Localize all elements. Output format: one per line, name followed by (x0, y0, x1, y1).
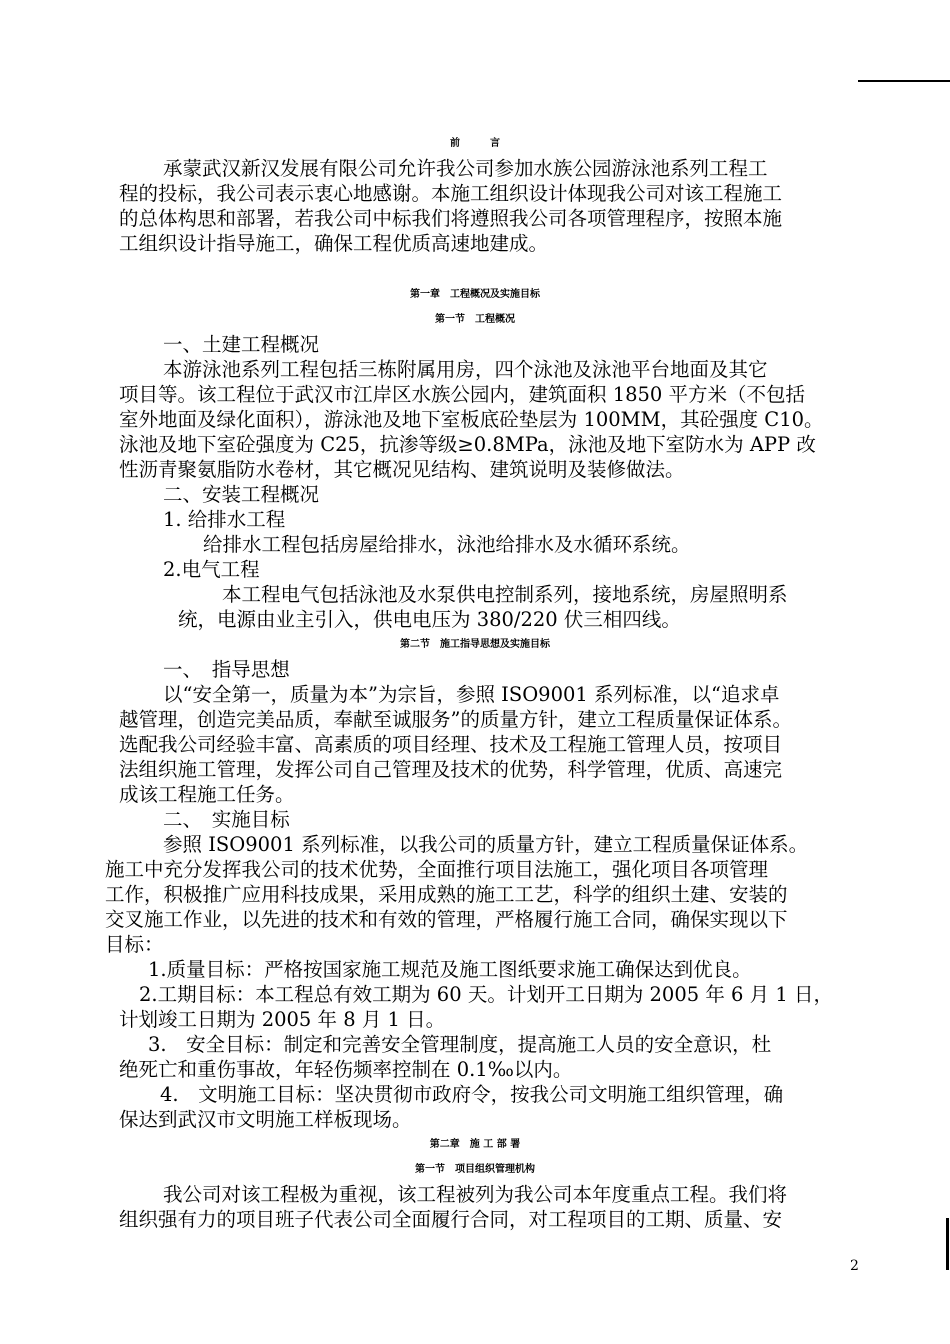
list-item-continuation: 绝死亡和重伤事故，年轻伤频率控制在 0.1‰以内。 (119, 1058, 573, 1081)
heading-foreword: 前 言 (450, 138, 500, 149)
paragraph-line: 泳池及地下室砼强度为 C25，抗渗等级≥0.8MPa，泳池及地下室防水为 APP 改 (119, 433, 816, 456)
subsection-heading: 二、安装工程概况 (163, 483, 320, 506)
section-1-2-title: 第二节 施工指导思想及实施目标 (400, 639, 550, 650)
chapter-1-title: 第一章 工程概况及实施目标 (410, 289, 540, 300)
paragraph-line: 给排水工程包括房屋给排水，泳池给排水及水循环系统。 (203, 533, 691, 556)
paragraph-line: 目标： (105, 933, 164, 956)
margin-mark (946, 1218, 949, 1270)
list-item: 3. 安全目标：制定和完善安全管理制度，提高施工人员的安全意识，杜 (148, 1033, 772, 1056)
list-item-continuation: 计划竣工日期为 2005 年 8 月 1 日。 (119, 1008, 446, 1031)
list-item: 1.质量目标：严格按国家施工规范及施工图纸要求施工确保达到优良。 (148, 958, 752, 981)
subsection-heading: 二、 实施目标 (163, 808, 290, 831)
subsection-heading: 一、土建工程概况 (163, 333, 320, 356)
paragraph-line: 性沥青聚氨脂防水卷材，其它概况见结构、建筑说明及装修做法。 (119, 458, 685, 481)
header-rule (858, 80, 950, 82)
chapter-2-title: 第二章 施 工 部 署 (429, 1139, 521, 1150)
section-2-1-title: 第一节 项目组织管理机构 (415, 1164, 535, 1175)
paragraph-line: 以“安全第一，质量为本”为宗旨，参照 ISO9001 系列标准，以“追求卓 (163, 683, 780, 706)
paragraph-line: 交叉施工作业，以先进的技术和有效的管理，严格履行施工合同，确保实现以下 (105, 908, 788, 931)
paragraph-line: 法组织施工管理，发挥公司自己管理及技术的优势，科学管理，优质、高速完 (119, 758, 783, 781)
paragraph-line: 本游泳池系列工程包括三栋附属用房，四个泳池及泳池平台地面及其它 (163, 358, 768, 381)
list-heading: 2.电气工程 (163, 558, 260, 581)
paragraph-line: 本工程电气包括泳池及水泵供电控制系列，接地系统，房屋照明系 (222, 583, 788, 606)
paragraph-line: 参照 ISO9001 系列标准，以我公司的质量方针，建立工程质量保证体系。 (163, 833, 809, 856)
paragraph-line: 室外地面及绿化面积），游泳池及地下室板底砼垫层为 100MM，其砼强度 C10。 (119, 408, 824, 431)
paragraph-line: 程的投标，我公司表示衷心地感谢。本施工组织设计体现我公司对该工程施工 (119, 182, 783, 205)
paragraph-line: 成该工程施工任务。 (119, 783, 295, 806)
paragraph-line: 组织强有力的项目班子代表公司全面履行合同，对工程项目的工期、质量、安 (119, 1208, 783, 1231)
page-number: 2 (850, 1258, 859, 1274)
list-item: 2.工期目标：本工程总有效工期为 60 天。计划开工日期为 2005 年 6 月 1 日， (139, 983, 833, 1006)
paragraph-line: 项目等。该工程位于武汉市江岸区水族公园内，建筑面积 1850 平方米（不包括 (119, 383, 806, 406)
paragraph-line: 选配我公司经验丰富、高素质的项目经理、技术及工程施工管理人员，按项目 (119, 733, 783, 756)
list-item-continuation: 保达到武汉市文明施工样板现场。 (119, 1108, 412, 1131)
paragraph-line: 越管理，创造完美品质，奉献至诚服务”的质量方针，建立工程质量保证体系。 (119, 708, 792, 731)
list-item: 4. 文明施工目标：坚决贯彻市政府令，按我公司文明施工组织管理，确 (160, 1083, 784, 1106)
subsection-heading: 一、 指导思想 (163, 658, 290, 681)
paragraph-line: 的总体构思和部署，若我公司中标我们将遵照我公司各项管理程序，按照本施 (119, 207, 783, 230)
list-heading: 1. 给排水工程 (163, 508, 286, 531)
paragraph-line: 统，电源由业主引入，供电电压为 380/220 伏三相四线。 (178, 608, 681, 631)
paragraph-line: 我公司对该工程极为重视，该工程被列为我公司本年度重点工程。我们将 (163, 1183, 788, 1206)
paragraph-line: 施工中充分发挥我公司的技术优势，全面推行项目法施工，强化项目各项管理 (105, 858, 769, 881)
paragraph-line: 工组织设计指导施工，确保工程优质高速地建成。 (119, 232, 549, 255)
paragraph-line: 承蒙武汉新汉发展有限公司允许我公司参加水族公园游泳池系列工程工 (163, 157, 768, 180)
section-1-1-title: 第一节 工程概况 (435, 314, 515, 325)
paragraph-line: 工作，积极推广应用科技成果，采用成熟的施工工艺，科学的组织土建、安装的 (105, 883, 788, 906)
